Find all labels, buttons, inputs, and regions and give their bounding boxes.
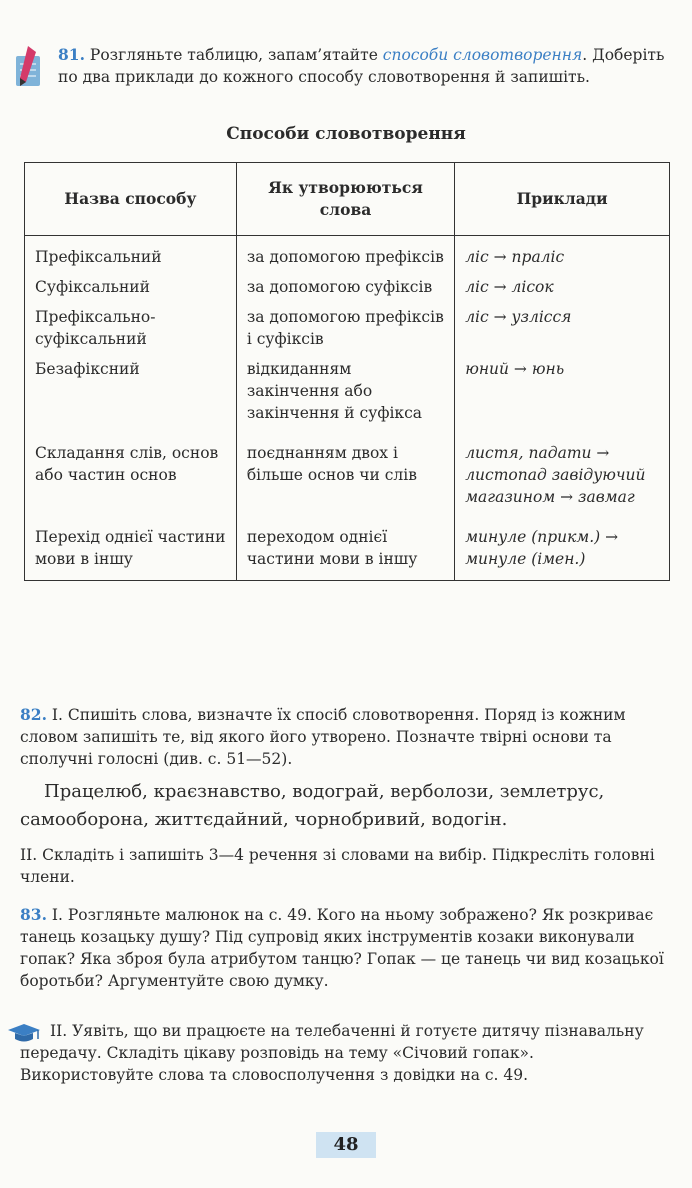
exercise-82-task-2: ІІ. Складіть і запишіть 3—4 речення зі словами на вибір. Підкресліть головні члени. bbox=[20, 846, 655, 886]
exercise-text: І. Розгляньте малюнок на с. 49. Кого на ньому зображено? Як розкриває танець козацьку душу? Під супровід яких інструментів козаки виконували гопак? Яка зброя була атрибутом танцю? Гопак — це танець чи вид козацької боротьби? Аргументуйте свою думку. bbox=[20, 906, 664, 990]
column-header: Приклади bbox=[455, 163, 670, 236]
exercise-82 bbox=[20, 704, 668, 770]
table-cell: ліс → лісок bbox=[455, 272, 670, 302]
table-header-row bbox=[25, 163, 670, 236]
page-number: 48 bbox=[316, 1132, 376, 1158]
table-cell: Перехід однієї частини мови в іншу bbox=[25, 512, 237, 581]
exercise-number: 81. bbox=[58, 45, 85, 64]
column-header: Як утворюються слова bbox=[236, 163, 454, 236]
table-row bbox=[25, 428, 670, 512]
table-cell: Префіксальний bbox=[25, 236, 237, 273]
exercise-number: 83. bbox=[20, 905, 47, 924]
table-cell: листя, падати → листопад завідуючий магазином → завмаг bbox=[455, 428, 670, 512]
table-cell: ліс → узлісся bbox=[455, 302, 670, 354]
table-cell: переходом однієї частини мови в іншу bbox=[236, 512, 454, 581]
table-cell: Складання слів, основ або частин основ bbox=[25, 428, 237, 512]
table-cell: за допомогою суфіксів bbox=[236, 272, 454, 302]
exercise-83-task-2: ІІ. Уявіть, що ви працюєте на телебаченні й готуєте дитячу пізнавальну передачу. Складіть цікаву розповідь на тему «Січовий гопак». Використовуйте слова та словосполучення з довідки на с. 49. bbox=[20, 1022, 644, 1084]
reference-link[interactable]: способи словотворення bbox=[382, 46, 583, 64]
table-cell: Префіксально-суфіксальний bbox=[25, 302, 237, 354]
table-row bbox=[25, 302, 670, 354]
table-row bbox=[25, 272, 670, 302]
table-cell: поєднанням двох і більше основ чи слів bbox=[236, 428, 454, 512]
table-row bbox=[25, 236, 670, 273]
column-header: Назва способу bbox=[25, 163, 237, 236]
table-cell: ліс → праліс bbox=[455, 236, 670, 273]
word-list: Працелюб, краєзнавство, водограй, верболози, землетрус, самооборона, життєдайний, чорнобривий, водогін. bbox=[20, 781, 605, 830]
exercise-text: Розгляньте таблицю, запам’ятайте bbox=[84, 46, 383, 64]
exercise-number: 82. bbox=[20, 705, 47, 724]
word-formation-table bbox=[24, 162, 670, 581]
table-cell: за допомогою префіксів bbox=[236, 236, 454, 273]
table-title: Способи словотворення bbox=[226, 124, 466, 144]
table-cell: Суфіксальний bbox=[25, 272, 237, 302]
exercise-83 bbox=[20, 904, 668, 992]
table-row bbox=[25, 354, 670, 428]
table-cell: юний → юнь bbox=[455, 354, 670, 428]
pencil-icon bbox=[14, 42, 44, 96]
table-cell: Безафіксний bbox=[25, 354, 237, 428]
table-cell: за допомогою префіксів і суфіксів bbox=[236, 302, 454, 354]
table-row bbox=[25, 512, 670, 581]
table-cell: минуле (прикм.) → минуле (імен.) bbox=[455, 512, 670, 581]
exercise-text: І. Спишіть слова, визначте їх спосіб словотворення. Поряд із кожним словом запишіть те, від якого його утворено. Позначте твірні основи та сполучні голосні (див. с. 51—52). bbox=[20, 706, 626, 768]
table-cell: відкиданням закінчення або закінчення й суфікса bbox=[236, 354, 454, 428]
exercise-81 bbox=[58, 44, 670, 88]
exercise-text: . Доберіть по два приклади до кожного способу словотворення й запишіть. bbox=[58, 46, 665, 86]
